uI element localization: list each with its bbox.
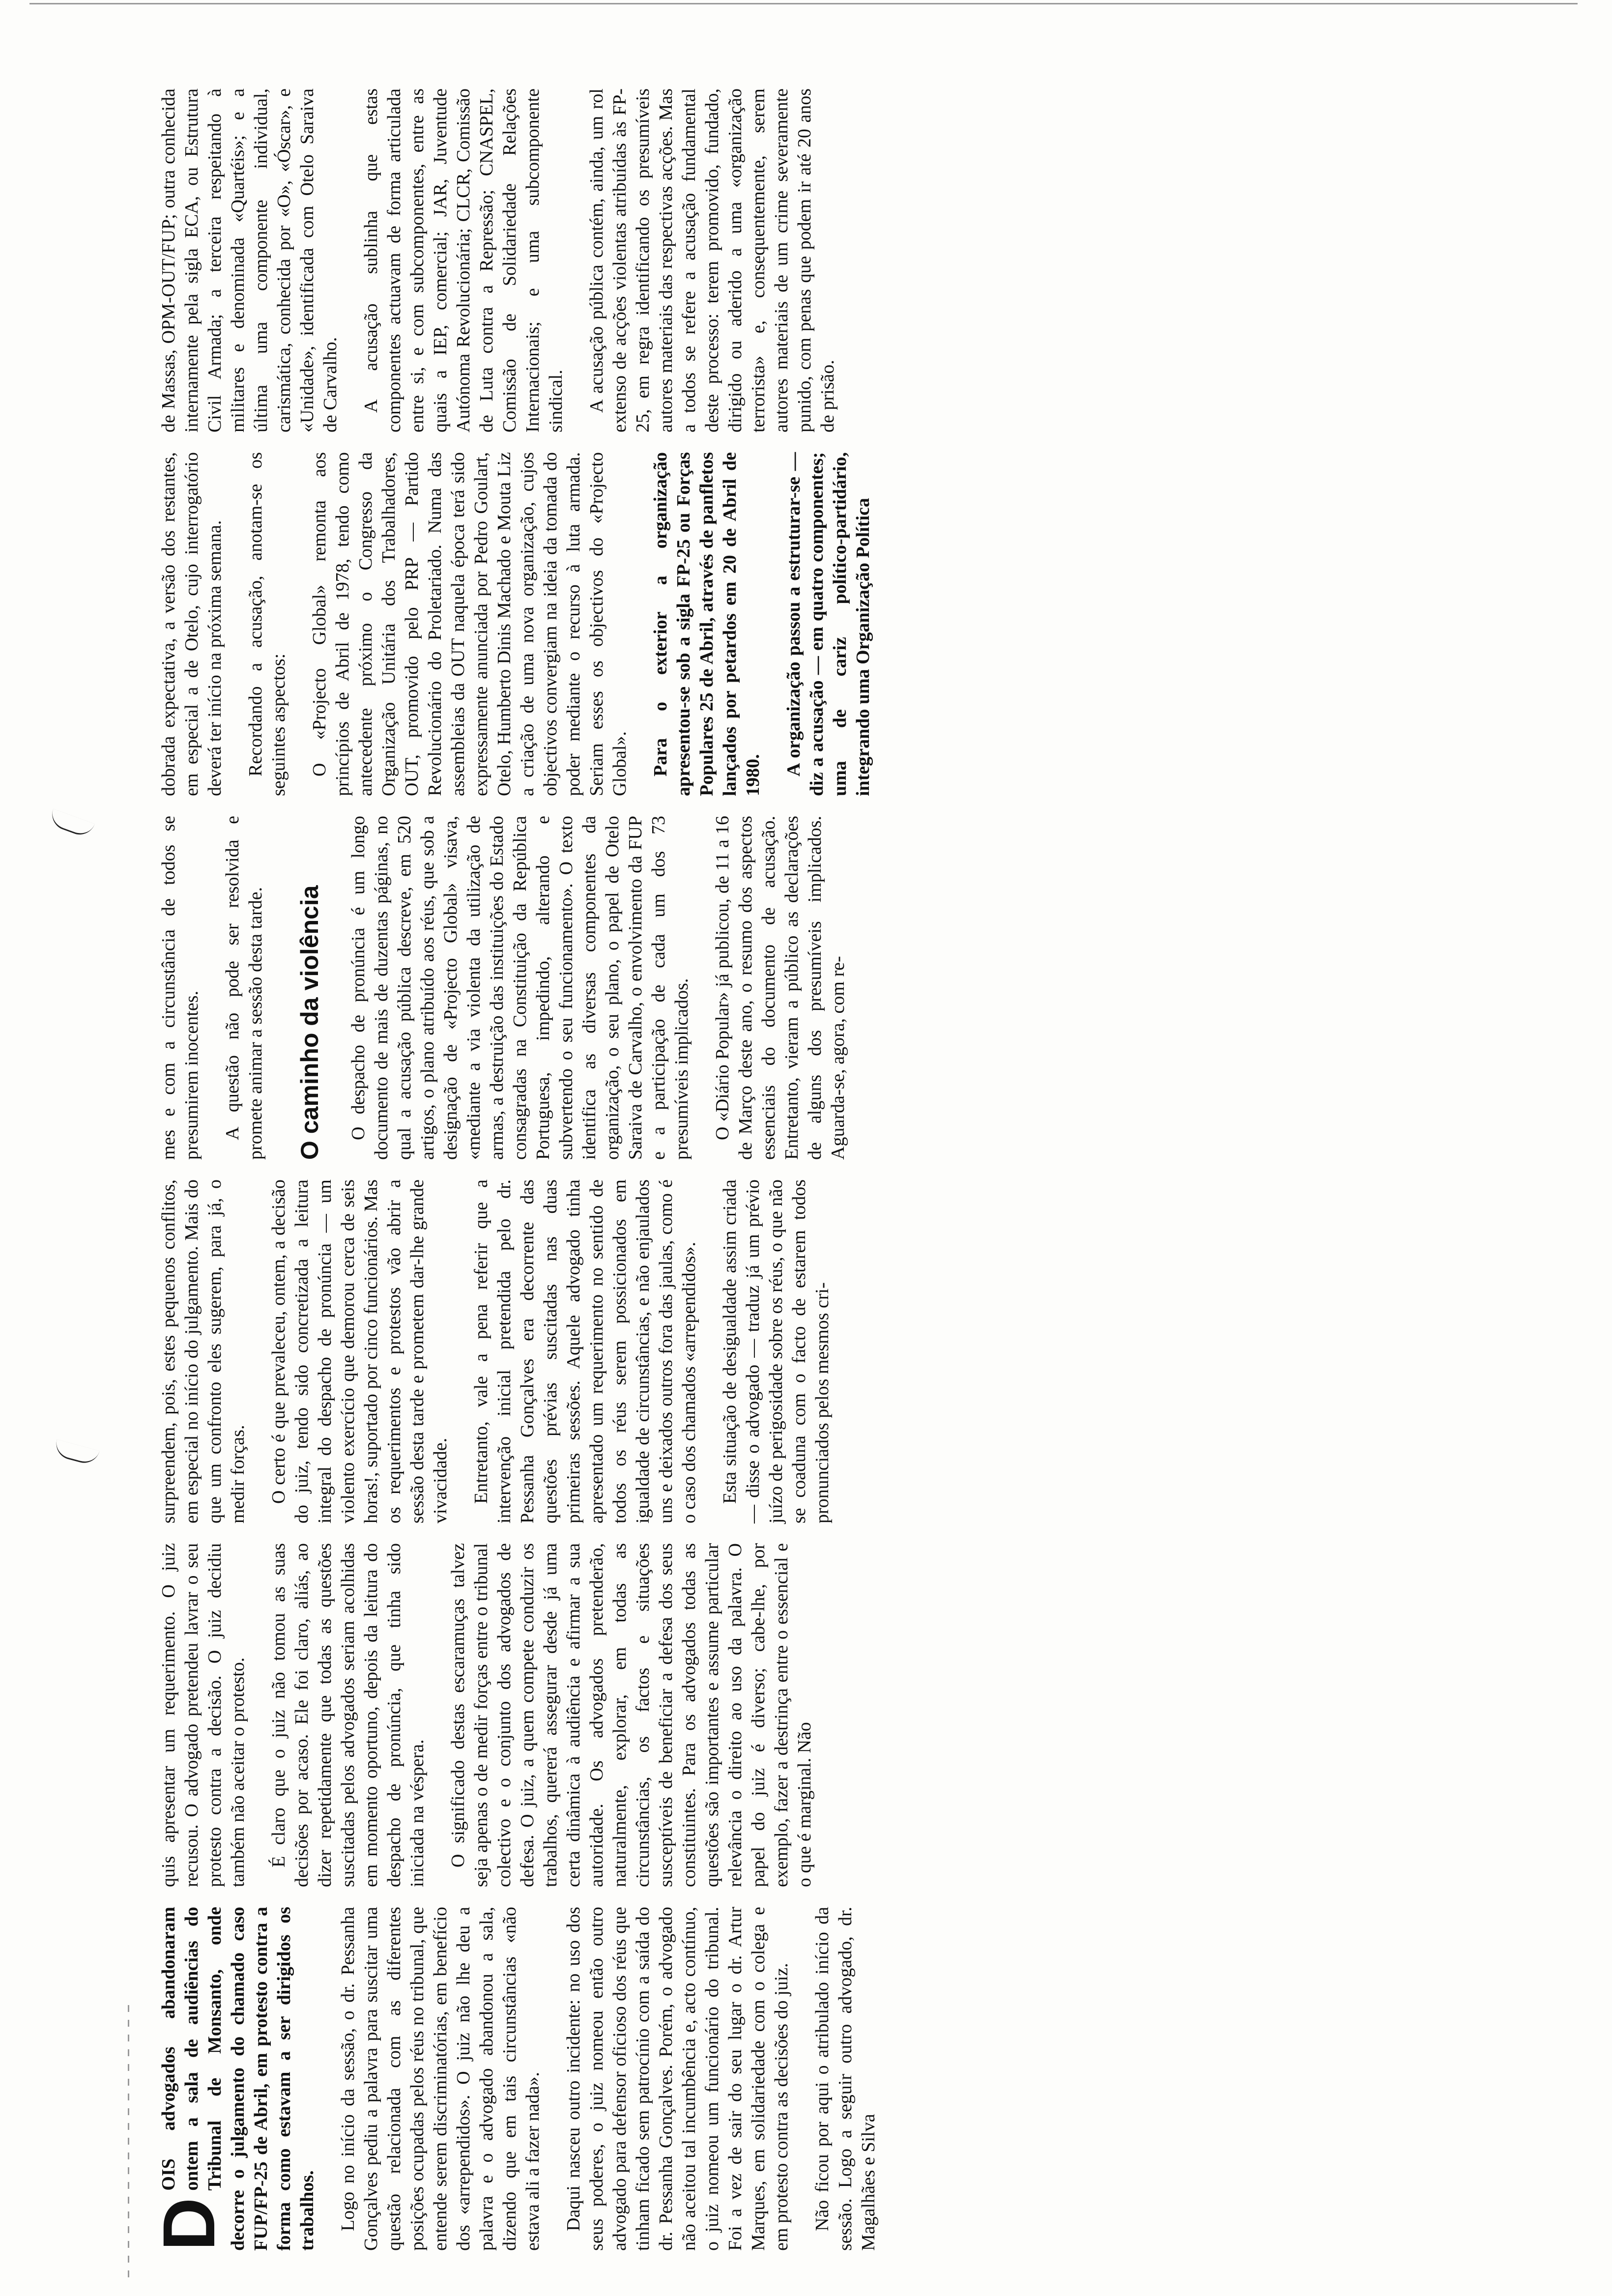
section-subhead: O caminho da violência [296, 885, 323, 1160]
paragraph: de Massas, OPM-OUT/FUP; outra conhecida internamente pela sigla ECA, ou Estrutura Civil Armada; a terceira respeitando à militares e denominada «Quartéis»; e a última uma componente individual, carismática, conhecida por «O», «Óscar», e «Unidade», identificada com Otelo Saraiva de Carvalho. [158, 88, 341, 432]
dropcap: D [147, 2197, 230, 2251]
paragraph: A organização passou a estruturar-se — diz a acusação — em quatro componentes; uma de cariz político-partidário, integrando uma Organização Política [783, 452, 873, 796]
article-column-4 [157, 816, 1563, 1160]
paragraph: A questão não pode ser resolvida e promete animar a sessão desta tarde. [222, 816, 266, 1160]
paragraph: surpreendem, pois, estes pequenos conflitos, em especial no início do julgamento. Mais do que um confronto eles sugerem, para já, o medir forças. [158, 1179, 248, 1523]
paragraph: A acusação sublinha que estas componentes actuavam de forma articulada entre si, e com subcomponentes, entre as quais a IEP, comercial; JAR, Juventude Autónoma Revolucionária; CLCR, Comissão de Luta contra a Repressão; CNASPEL, Comissão de Solidariedade Relações Internacionais; e uma subcomponente sindical. [361, 88, 566, 432]
paragraph: Recordando a acusação, anotam-se os seguintes aspectos: [245, 452, 289, 796]
rotated-article [147, 69, 1563, 2251]
pencil-margin-mark [48, 809, 95, 839]
paragraph: Logo no início da sessão, o dr. Pessanha Gonçalves pediu a palavra para suscitar uma questão relacionada com as diferentes posições ocupadas pelos réus no tribunal, que entende serem discriminatórias, em benefício dos «arrependidos». O juiz não lhe deu a palavra e o advogado abandonou a sala, dizendo que em tais circunstâncias «não estava ali a fazer nada». [338, 1907, 543, 2251]
paragraph: O despacho de pronúncia é um longo documento de mais de duzentas páginas, no qual a acusação pública descreve, em 520 artigos, o plano atribuído aos réus, que sob a designação de «Projecto Global» visava, «mediante a via violenta da utilização de armas, a destruição das instituições do Estado consagradas na Constituição da República Portuguesa, impedindo, alterando e subvertendo o seu funcionamento». O texto identifica as diversas componentes da organização, o seu plano, o papel de Otelo Saraiva de Carvalho, o envolvimento da FUP e a participação de cada um dos 73 presumíveis implicados. [348, 816, 692, 1160]
article-column-2 [157, 1543, 1563, 1887]
paragraph: Entretanto, vale a pena referir que a intervenção inicial pretendida pelo dr. Pessanha Gonçalves era decorrente das questões prévias suscitadas nas duas primeiras sessões. Aquele advogado tinha apresentado um requerimento no sentido de todos os réus serem possicionados em igualdade de circunstâncias, e não enjaulados uns e deixados outros fora das jaulas, como é o caso dos chamados «arrependidos». [471, 1179, 699, 1523]
paragraph: Não ficou por aqui o atribulado início da sessão. Logo a seguir outro advogado, dr. Magalhães e Silva [812, 1907, 879, 2251]
paragraph: A acusação pública contém, ainda, um rol extenso de acções violentas atribuídas às FP-25, em regra identificando os presumíveis autores materiais das respectivas acções. Mas a todos se refere a acusação fundamental deste processo: terem promovido, fundado, dirigido ou aderido a uma «organização terrorista» e, consequentemente, serem autores materiais de um crime severamente punido, com penas que podem ir até 20 anos de prisão. [586, 88, 838, 432]
paragraph: quis apresentar um requerimento. O juiz recusou. O advogado pretendeu lavrar o seu protesto contra a decisão. O juiz decidiu também não aceitar o protesto. [158, 1543, 248, 1887]
paragraph: Para o exterior a organização apresentou-se sob a sigla FP-25 ou Forças Populares 25 de Abril, através de panfletos lançados por petardos em 20 de Abril de 1980. [650, 452, 763, 796]
article-column-1 [147, 1907, 1563, 2251]
article-column-5 [157, 452, 1563, 796]
paragraph: O certo é que prevaleceu, ontem, a decisão do juiz, tendo sido concretizada a leitura integral do despacho de pronúncia — um violento exercício que demorou cerca de seis horas!, suportado por cinco funcionários. Mas os requerimentos e protestos vão abrir a sessão desta tarde e prometem dar-lhe grande vivacidade. [268, 1179, 451, 1523]
article-column-6 [157, 88, 1563, 432]
paragraph: É claro que o juiz não tomou as suas decisões por acaso. Ele foi claro, aliás, ao dizer repetidamente que todas as questões suscitadas pelos advogados seriam acolhidas em momento oportuno, depois da leitura do despacho de pronúncia, que tinha sido iniciada na véspera. [268, 1543, 428, 1887]
paragraph: O «Diário Popular» já publicou, de 11 a 16 de Março deste ano, o resumo dos aspectos essenciais do documento de acusação. Entretanto, vieram a público as declarações de alguns dos presumíveis implicados. Aguarda-se, agora, com re- [712, 816, 848, 1160]
article-lede [147, 1907, 319, 2251]
lede-text: OIS advogados abandonaram ontem a sala de audiências do Tribunal de Monsanto, onde decorre o julgamento do chamado caso FUP/FP-25 de Abril, em protesto contra a forma como estavam a ser dirigidos os trabalhos. [158, 1907, 317, 2251]
paragraph: dobrada expectativa, a versão dos restantes, em especial a de Otelo, cujo interrogatório deverá ter início na próxima semana. [158, 452, 225, 796]
paragraph: O «Projecto Global» remonta aos princípios de Abril de 1978, tendo como antecedente próximo o Congresso da Organização Unitária dos Trabalhadores, OUT, promovido pelo PRP — Partido Revolucionário do Proletariado. Numa das assembleias da OUT naquela época terá sido expressamente anunciada por Pedro Goulart, Otelo, Humberto Dinis Machado e Mouta Liz a criação de uma nova organização, cujos objectivos convergiam na ideia da tomada do poder mediante o recurso à luta armada. Seriam esses os objectivos do «Projecto Global». [309, 452, 630, 796]
pencil-margin-mark [53, 1439, 99, 1466]
scan-edge-line [29, 3, 1578, 4]
article-column-3 [157, 1179, 1563, 1523]
paragraph: mes e com a circunstância de todos se presumirem inocentes. [158, 816, 202, 1160]
scan-margin-dashes [128, 2005, 129, 2280]
paragraph: Esta situação de desigualdade assim criada — disse o advogado — traduz já um prévio juízo de perigosidade sobre os réus, o que não se coaduna com o facto de estarem todos pronunciados pelos mesmos cri- [720, 1179, 833, 1523]
paragraph: Daqui nasceu outro incidente: no uso dos seus poderes, o juiz nomeou então outro advogado para defensor oficioso dos réus que tinham ficado sem patrocínio com a saída do dr. Pessanha Gonçalves. Porém, o advogado não aceitou tal incumbência e, acto contínuo, o juiz nomeou um funcionário do tribunal. Foi a vez de sair do seu lugar o dr. Artur Marques, em solidariedade com o colega e em protesto contra as decisões do juiz. [563, 1907, 792, 2251]
paragraph: O significado destas escaramuças talvez seja apenas o de medir forças entre o tribunal colectivo e o conjunto dos advogados de defesa. O juiz, a quem compete conduzir os trabalhos, quererá assegurar desde já uma certa dinâmica à audiência e afirmar a sua autoridade. Os advogados pretenderão, naturalmente, explorar, em todas as circunstâncias, os factos e situações susceptíveis de beneficiar a defesa dos seus constituintes. Para os advogados todas as questões são importantes e assume particular relevância o direito ao uso da palavra. O papel do juiz é diverso; cabe-lhe, por exemplo, fazer a destrinça entre o essencial e o que é marginal. Não [448, 1543, 815, 1887]
